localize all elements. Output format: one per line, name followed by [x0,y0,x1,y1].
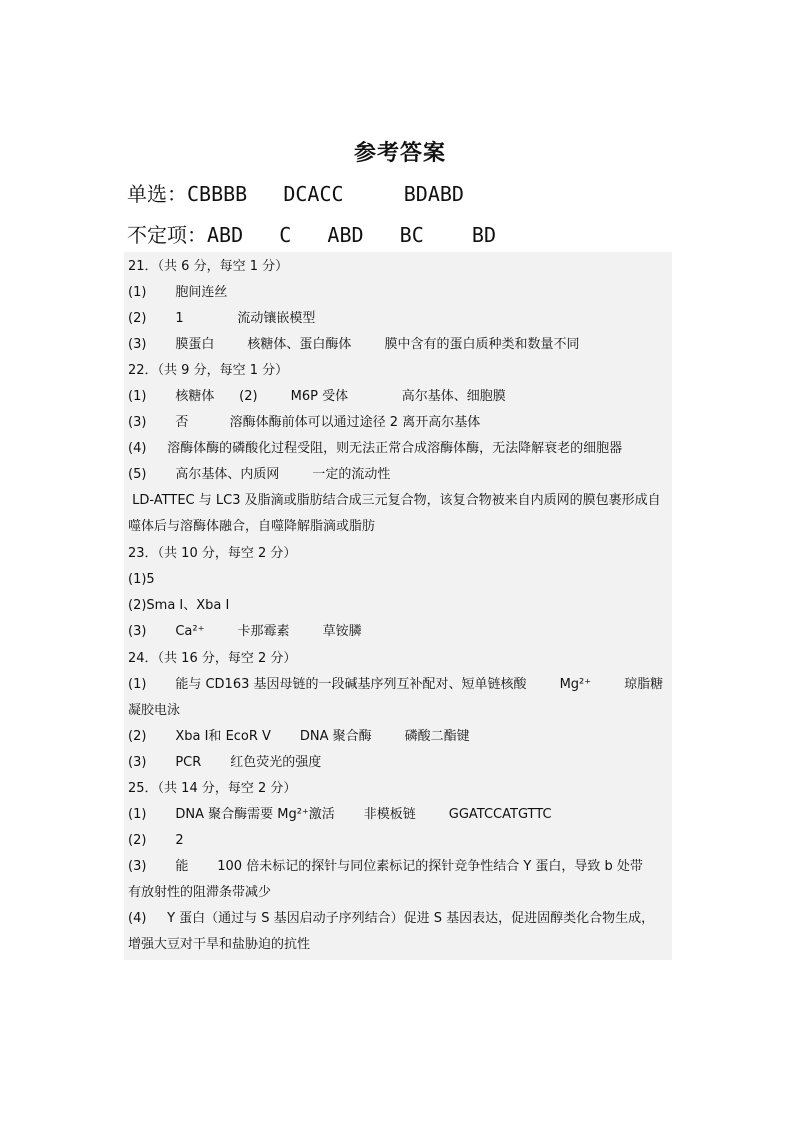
answer-line: 有放射性的阻滞条带减少 [128,885,272,900]
answer-line: (3) 膜蛋白 核糖体、蛋白酶体 膜中含有的蛋白质种类和数量不同 [128,337,580,352]
answer-line: (1) 核糖体 (2) M6P 受体 高尔基体、细胞膜 [128,389,506,404]
answer-line: (4) Y 蛋白（通过与 S 基因启动子序列结合）促进 S 基因表达，促进固醇类化合物生成， [128,911,655,926]
answer-line: (1) DNA 聚合酶需要 Mg²⁺激活 非模板链 GGATCCATGTTC [128,807,552,822]
answer-line: 增强大豆对干旱和盐胁迫的抗性 [128,937,311,952]
answer-line: (3) Ca²⁺ 卡那霉素 草铵膦 [128,624,362,639]
answer-line: (2)Sma Ⅰ、Xba Ⅰ [128,598,230,613]
answer-line: (5) 高尔基体、内质网 一定的流动性 [128,467,391,482]
answer-line: (1)5 [128,572,155,587]
answer-line: (2) 2 [128,833,184,848]
answer-line: 凝胶电泳 [128,703,181,718]
single-choice-answers: 单选：CBBBB DCACC BDABD [127,182,464,206]
answer-line: 22．（共 9 分，每空 1 分） [128,363,289,378]
answer-line: (2) 1 流动镶嵌模型 [128,311,316,326]
answer-line: (3) 能 100 倍未标记的探针与同位素标记的探针竞争性结合 Y 蛋白，导致 b 处带 [128,859,643,874]
answer-line: (2) Xba Ⅰ和 EcoR Ⅴ DNA 聚合酶 磷酸二酯键 [128,729,470,744]
answer-line: (3) PCR 红色荧光的强度 [128,755,322,770]
answer-line: 24．（共 16 分，每空 2 分） [128,651,297,666]
answer-line: (4) 溶酶体酶的磷酸化过程受阻，则无法正常合成溶酶体酶，无法降解衰老的细胞器 [128,441,623,456]
answer-line: 25．（共 14 分，每空 2 分） [128,781,297,796]
page-title: 参考答案 [353,141,446,166]
answer-line: (1) 能与 CD163 基因母链的一段碱基序列互补配对、短单链核酸 Mg²⁺ 琼脂糖 [128,677,664,692]
answer-line: (3) 否 溶酶体酶前体可以通过途径 2 离开高尔基体 [128,415,481,430]
answer-line: (1) 胞间连丝 [128,285,228,300]
answer-line: LD-ATTEC 与 LC3 及脂滴或脂肪结合成三元复合物，该复合物被来自内质网的膜包裹形成自 [128,493,661,508]
multi-choice-answers: 不定项：ABD C ABD BC BD [127,223,496,247]
answer-line: 23．（共 10 分，每空 2 分） [128,546,297,561]
answer-line: 21．（共 6 分，每空 1 分） [128,259,289,274]
answer-line: 噬体后与溶酶体融合，自噬降解脂滴或脂肪 [128,519,376,534]
